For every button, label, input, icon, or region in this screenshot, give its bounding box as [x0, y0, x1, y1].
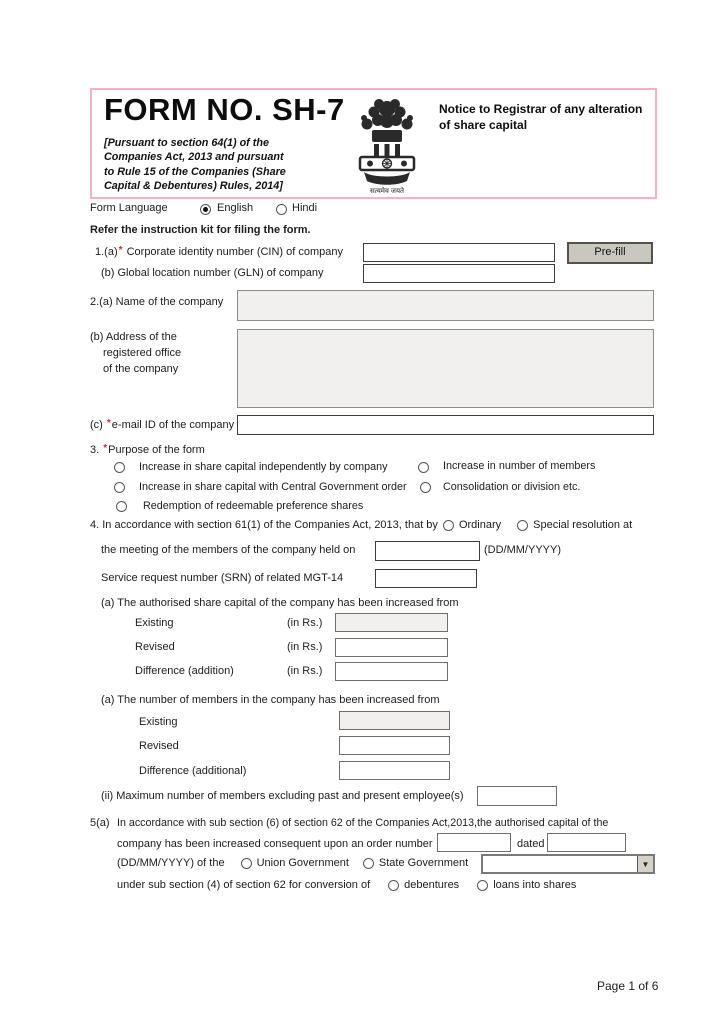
purpose-increase-members-label: Increase in number of members — [443, 460, 596, 472]
purpose-heading: 3. *Purpose of the form — [90, 443, 205, 456]
purpose-redemption-radio[interactable] — [116, 501, 127, 512]
members-difference-label: Difference (additional) — [139, 765, 247, 777]
special-resolution-radio[interactable] — [517, 520, 528, 531]
company-name-field — [237, 290, 654, 321]
india-national-emblem-icon — [352, 94, 422, 197]
union-government-radio[interactable] — [241, 858, 252, 869]
capital-existing-label: Existing — [135, 617, 174, 629]
pursuant-text: [Pursuant to section 64(1) of the Companies Act, 2013 and pursuant to Rule 15 of the Companies (Share Capital & Debentures) Rules, 2014] — [104, 137, 286, 192]
members-revised-label: Revised — [139, 740, 179, 752]
form-header — [90, 88, 657, 199]
purpose-increase-members-radio[interactable] — [418, 462, 429, 473]
form-title: FORM NO. SH-7 — [104, 92, 345, 127]
purpose-redemption-label: Redemption of redeemable preference shares — [143, 500, 364, 512]
cin-input[interactable] — [363, 243, 555, 262]
language-english-radio[interactable] — [200, 204, 211, 215]
form-subtitle: Notice to Registrar of any alteration of share capital — [439, 102, 643, 132]
capital-increase-heading: (a) The authorised share capital of the company has been increased from — [101, 597, 459, 609]
registered-office-field — [237, 329, 654, 408]
purpose-increase-independent-label: Increase in share capital independently by company — [139, 461, 388, 473]
registered-office-label-3: of the company — [103, 363, 179, 375]
capital-revised-input[interactable] — [335, 638, 448, 657]
loans-radio[interactable] — [477, 880, 488, 891]
language-hindi-radio[interactable] — [276, 204, 287, 215]
capital-existing-field — [335, 613, 448, 632]
srn-input[interactable] — [375, 569, 477, 588]
meeting-date-label: the meeting of the members of the company held on — [101, 544, 356, 556]
emblem-motto: सत्यमेव जयते — [369, 188, 405, 194]
s5-line4: under sub section (4) of section 62 for conversion of — [117, 879, 371, 891]
resolution-text: 4. In accordance with section 61(1) of the Companies Act, 2013, that by — [90, 519, 438, 531]
gln-label: (b) Global location number (GLN) of company — [101, 267, 324, 279]
conversion-line — [117, 879, 576, 891]
language-english-label: English — [217, 202, 254, 214]
purpose-increase-independent-radio[interactable] — [114, 462, 125, 473]
srn-label: Service request number (SRN) of related MGT-14 — [101, 572, 344, 584]
members-existing-label: Existing — [139, 716, 178, 728]
cin-label: 1.(a)* Corporate identity number (CIN) of company — [95, 245, 344, 258]
dated-label: dated — [517, 838, 545, 850]
debentures-radio[interactable] — [388, 880, 399, 891]
registered-office-label-1: (b) Address of the — [90, 331, 177, 343]
purpose-consolidation-label: Consolidation or division etc. — [443, 481, 581, 493]
ordinary-resolution-radio[interactable] — [443, 520, 454, 531]
language-hindi-label: Hindi — [292, 202, 318, 214]
meeting-date-format: (DD/MM/YYYY) — [484, 544, 561, 556]
max-members-label: (ii) Maximum number of members excluding past and present employee(s) — [101, 790, 464, 802]
members-existing-field — [339, 711, 450, 730]
purpose-increase-cg-order-label: Increase in share capital with Central Government order — [139, 481, 407, 493]
max-members-input[interactable] — [477, 786, 557, 806]
ordinary-resolution-label: Ordinary — [458, 519, 502, 531]
members-revised-input[interactable] — [339, 736, 450, 755]
resolution-line — [90, 519, 632, 531]
state-government-label: State Government — [378, 857, 469, 869]
members-difference-input[interactable] — [339, 761, 450, 780]
debentures-label: debentures — [404, 879, 460, 891]
s5-line1: In accordance with sub section (6) of section 62 of the Companies Act,2013,the authorised capital of the — [117, 817, 609, 829]
s5-line3: (DD/MM/YYYY) of the — [117, 857, 225, 869]
government-line — [117, 857, 468, 869]
prefill-button[interactable]: Pre-fill — [567, 242, 653, 264]
purpose-consolidation-radio[interactable] — [420, 482, 431, 493]
capital-revised-label: Revised — [135, 641, 175, 653]
government-order-dropdown[interactable] — [481, 854, 655, 874]
meeting-date-input[interactable] — [375, 541, 480, 561]
order-number-input[interactable] — [437, 833, 511, 852]
members-increase-heading: (a) The number of members in the company has been increased from — [101, 694, 440, 706]
email-label: (c) *e-mail ID of the company — [90, 418, 235, 431]
special-resolution-label: Special resolution at — [533, 519, 633, 531]
capital-revised-unit: (in Rs.) — [287, 641, 323, 653]
required-asterisk: * — [106, 418, 111, 429]
order-date-input[interactable] — [547, 833, 626, 852]
state-government-radio[interactable] — [363, 858, 374, 869]
page-number: Page 1 of 6 — [597, 979, 659, 993]
capital-existing-unit: (in Rs.) — [287, 617, 323, 629]
union-government-label: Union Government — [256, 857, 349, 869]
gln-input[interactable] — [363, 264, 555, 283]
email-input[interactable] — [237, 415, 654, 435]
dropdown-arrow-icon[interactable]: ▼ — [637, 856, 653, 872]
order-number-label: company has been increased consequent upon an order number — [117, 838, 433, 850]
required-asterisk: * — [103, 443, 108, 454]
s5-prefix: 5(a) — [90, 817, 110, 829]
required-asterisk: * — [118, 245, 123, 256]
capital-difference-input[interactable] — [335, 662, 448, 681]
capital-difference-label: Difference (addition) — [135, 665, 234, 677]
form-language-label: Form Language — [90, 202, 168, 214]
purpose-increase-cg-order-radio[interactable] — [114, 482, 125, 493]
registered-office-label-2: registered office — [103, 347, 182, 359]
loans-label: loans into shares — [493, 879, 577, 891]
company-name-label: 2.(a) Name of the company — [90, 296, 224, 308]
capital-difference-unit: (in Rs.) — [287, 665, 323, 677]
instruction-note: Refer the instruction kit for filing the form. — [90, 224, 311, 236]
